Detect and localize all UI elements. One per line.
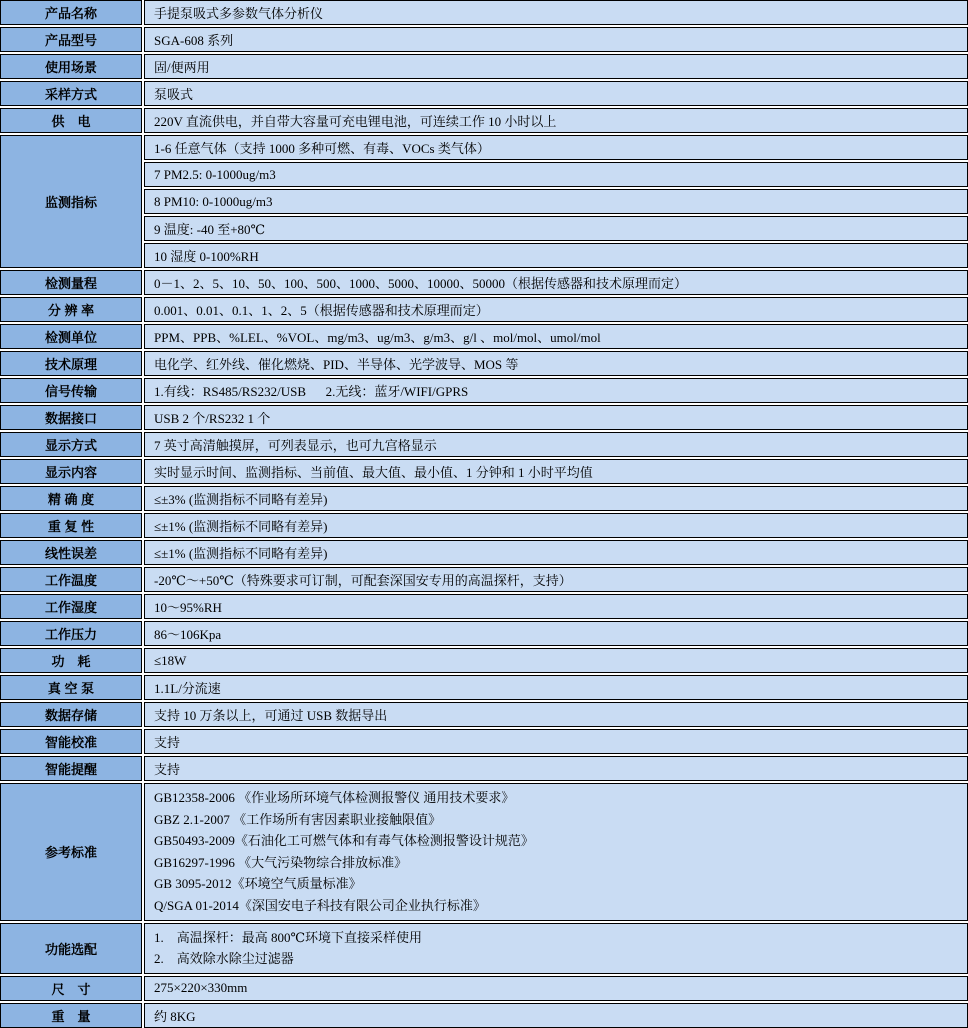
row-label-accuracy: 精 确 度 [0,486,142,511]
row-value-display-content: 实时显示时间、监测指标、当前值、最大值、最小值、1 分钟和 1 小时平均值 [144,459,968,484]
row-value-monitoring-indicators-5: 10 湿度 0-100%RH [144,243,968,268]
row-label-smart-calibration: 智能校准 [0,729,142,754]
row-value-linearity-error: ≤±1% (监测指标不同略有差异) [144,540,968,565]
row-value-weight: 约 8KG [144,1003,968,1028]
row-value-reference-standards-line-3: GB50493-2009《石油化工可燃气体和有毒气体检测报警设计规范》 [154,833,534,849]
row-label-data-interface: 数据接口 [0,405,142,430]
table-row [0,432,968,457]
row-label-smart-reminder: 智能提醒 [0,756,142,781]
row-value-monitoring-indicators-3: 8 PM10: 0-1000ug/m3 [144,189,968,214]
table-row [0,675,968,700]
row-value-data-storage: 支持 10 万条以上，可通过 USB 数据导出 [144,702,968,727]
row-value-product-model: SGA-608 系列 [144,27,968,52]
row-value-detection-range: 0－1、2、5、10、50、100、500、1000、5000、10000、50000（根据传感器和技术原理而定） [144,270,968,295]
table-row [0,378,968,403]
row-label-working-temperature: 工作温度 [0,567,142,592]
table-row [0,729,968,754]
row-value-working-humidity: 10～95%RH [144,594,968,619]
row-value-repeatability: ≤±1% (监测指标不同略有差异) [144,513,968,538]
row-value-data-interface: USB 2 个/RS232 1 个 [144,405,968,430]
row-value-accuracy: ≤±3% (监测指标不同略有差异) [144,486,968,511]
table-row [0,351,968,376]
table-row [0,189,968,214]
table-row [0,54,968,79]
table-row [0,540,968,565]
row-label-optional-features: 功能选配 [0,923,142,974]
table-row [0,976,968,1001]
row-value-sampling-method: 泵吸式 [144,81,968,106]
table-row [0,486,968,511]
row-value-resolution: 0.001、0.01、0.1、1、2、5（根据传感器和技术原理而定） [144,297,968,322]
row-label-sampling-method: 采样方式 [0,81,142,106]
row-value-monitoring-indicators-1: 1-6 任意气体（支持 1000 多种可燃、有毒、VOCs 类气体） [144,135,968,160]
row-label-repeatability: 重 复 性 [0,513,142,538]
table-row [0,135,968,160]
table-row [0,270,968,295]
table-row [0,756,968,781]
table-row [0,594,968,619]
row-value-reference-standards-line-6: Q/SGA 01-2014《深国安电子科技有限公司企业执行标准》 [154,897,486,913]
row-label-power-consumption: 功 耗 [0,648,142,673]
table-row [0,513,968,538]
table-row [0,648,968,673]
row-value-optional-features [144,923,968,974]
table-row [0,297,968,322]
table-row [0,621,968,646]
row-label-product-model: 产品型号 [0,27,142,52]
table-row [0,702,968,727]
row-value-smart-calibration: 支持 [144,729,968,754]
row-label-weight: 重 量 [0,1003,142,1028]
row-label-power-supply: 供 电 [0,108,142,133]
table-row [0,0,968,25]
row-label-display-mode: 显示方式 [0,432,142,457]
row-label-working-pressure: 工作压力 [0,621,142,646]
row-label-detection-range: 检测量程 [0,270,142,295]
table-row [0,216,968,241]
row-label-product-name: 产品名称 [0,0,142,25]
row-value-smart-reminder: 支持 [144,756,968,781]
table-row [0,459,968,484]
row-value-monitoring-indicators-4: 9 温度: -40 至+80℃ [144,216,968,241]
row-label-technical-principle: 技术原理 [0,351,142,376]
row-value-optional-features-line-2: 2. 高效除水除尘过滤器 [154,951,294,967]
row-label-detection-units: 检测单位 [0,324,142,349]
row-value-vacuum-pump: 1.1L/分流速 [144,675,968,700]
row-value-working-temperature: -20℃～+50℃（特殊要求可订制，可配套深国安专用的高温探杆，支持） [144,567,968,592]
row-label-use-scenario: 使用场景 [0,54,142,79]
row-value-optional-features-line-1: 1. 高温探杆：最高 800℃环境下直接采样使用 [154,929,423,945]
row-value-dimensions: 275×220×330mm [144,976,968,1001]
row-label-signal-transmission: 信号传输 [0,378,142,403]
row-label-working-humidity: 工作湿度 [0,594,142,619]
table-row [0,1003,968,1028]
row-value-power-supply: 220V 直流供电，并自带大容量可充电锂电池，可连续工作 10 小时以上 [144,108,968,133]
row-value-reference-standards-line-1: GB12358-2006 《作业场所环境气体检测报警仪 通用技术要求》 [154,790,515,805]
row-value-signal-transmission: 1.有线：RS485/RS232/USB 2.无线：蓝牙/WIFI/GPRS [144,378,968,403]
table-row [0,567,968,592]
row-label-data-storage: 数据存储 [0,702,142,727]
row-value-reference-standards-line-5: GB 3095-2012《环境空气质量标准》 [154,876,362,892]
row-label-resolution: 分 辨 率 [0,297,142,322]
table-row [0,108,968,133]
row-label-dimensions: 尺 寸 [0,976,142,1001]
table-row [0,923,968,974]
table-row [0,243,968,268]
table-row [0,783,968,921]
table-row [0,324,968,349]
row-label-linearity-error: 线性误差 [0,540,142,565]
row-label-reference-standards: 参考标准 [0,783,142,921]
row-label-display-content: 显示内容 [0,459,142,484]
row-value-technical-principle: 电化学、红外线、催化燃烧、PID、半导体、光学波导、MOS 等 [144,351,968,376]
row-value-power-consumption: ≤18W [144,648,968,673]
row-label-vacuum-pump: 真 空 泵 [0,675,142,700]
row-value-reference-standards [144,783,968,921]
row-value-working-pressure: 86～106Kpa [144,621,968,646]
row-value-monitoring-indicators-2: 7 PM2.5: 0-1000ug/m3 [144,162,968,187]
row-label-monitoring-indicators: 监测指标 [0,135,142,268]
row-value-product-name: 手提泵吸式多参数气体分析仪 [144,0,968,25]
row-value-display-mode: 7 英寸高清触摸屏，可列表显示，也可九宫格显示 [144,432,968,457]
table-row [0,81,968,106]
row-value-detection-units: PPM、PPB、%LEL、%VOL、mg/m3、ug/m3、g/m3、g/l 、mol/mol、umol/mol [144,324,968,349]
table-row [0,162,968,187]
table-row [0,27,968,52]
row-value-use-scenario: 固/便两用 [144,54,968,79]
row-value-reference-standards-line-4: GB16297-1996 《大气污染物综合排放标准》 [154,854,408,870]
row-value-reference-standards-line-2: GBZ 2.1-2007 《工作场所有害因素职业接触限值》 [154,811,442,827]
table-row [0,405,968,430]
